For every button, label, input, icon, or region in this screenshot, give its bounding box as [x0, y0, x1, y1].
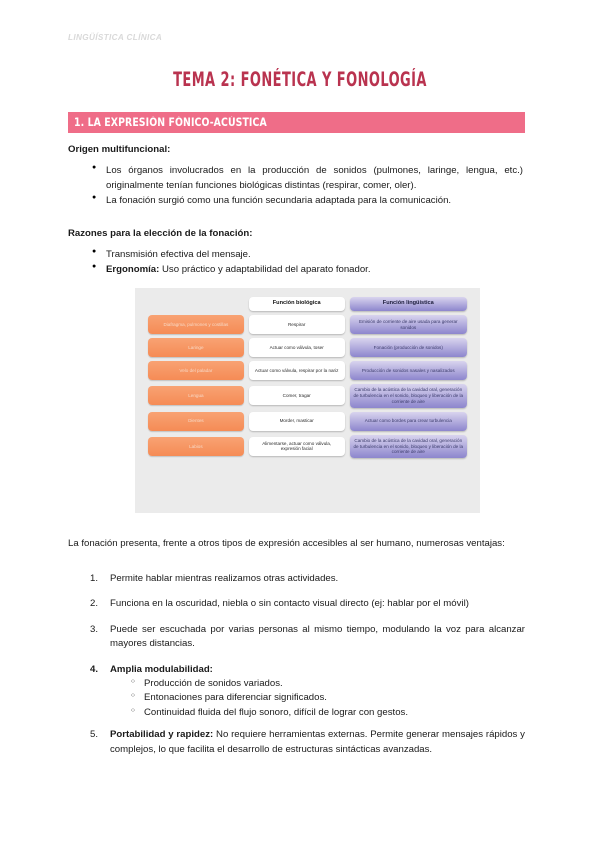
list-item	[110, 728, 525, 757]
table-row	[148, 338, 467, 357]
lead-origen: Origen multifuncional:	[68, 144, 171, 155]
bullet-list-razones	[68, 248, 525, 278]
column-header-linguistic: Función lingüística	[350, 297, 467, 311]
sub-list-modulabilidad	[110, 677, 525, 720]
linguistic-cell: Actuar como bordes para crear turbulencia	[350, 412, 467, 431]
column-header-biological: Función biológica	[249, 297, 345, 311]
lead-razones: Razones para la elección de la fonación:	[68, 227, 253, 239]
linguistic-cell: Fonación (producción de sonidos)	[350, 338, 467, 357]
list-item: Funciona en la oscuridad, niebla o sin contacto visual directo (ej: hablar por el móvil)	[110, 598, 469, 610]
linguistic-cell: Emisión de corriente de aire usada para generar sonidos	[350, 315, 467, 334]
biological-cell: Alimentarse, actuar como válvula, expresión facial	[249, 437, 345, 456]
table-corner-cell	[148, 297, 244, 311]
list-item: ● La fonación surgió como una función secundaria adaptada para la comunicación.	[106, 194, 525, 208]
list-item: ○ Entonaciones para diferenciar significados.	[144, 691, 525, 705]
bullet-list-origen	[68, 164, 525, 208]
biological-cell: Morder, masticar	[249, 412, 345, 431]
intro-paragraph: La fonación presenta, frente a otros tipos de expresión accesibles al ser humano, numerosas ventajas:	[68, 537, 505, 549]
organ-cell: Laringe	[148, 338, 244, 357]
list-item-term: Portabilidad y rapidez:	[110, 729, 214, 741]
organ-function-table-figure	[135, 288, 480, 513]
table-row	[148, 361, 467, 380]
running-header: LINGÜÍSTICA CLÍNICA	[68, 33, 163, 42]
biological-cell: Actuar como válvula, toser	[249, 338, 345, 357]
list-item: ● Transmisión efectiva del mensaje.	[106, 248, 525, 262]
linguistic-cell: Cambio de la acústica de la cavidad oral, generación de turbulencia en el sonido, bloqueo y liberación de la corriente de aire	[350, 384, 467, 408]
organ-cell: Dientes	[148, 412, 244, 431]
page-title: TEMA 2: FONÉTICA Y FONOLOGÍA	[173, 68, 427, 91]
biological-cell: Actuar como válvula, respirar por la nariz	[249, 361, 345, 380]
organ-cell: Diafragma, pulmones y costillas	[148, 315, 244, 334]
list-item	[110, 663, 525, 721]
list-item	[106, 263, 525, 277]
organ-cell: Velo del paladar	[148, 361, 244, 380]
organ-cell: Labios	[148, 437, 244, 456]
table-row	[148, 435, 467, 459]
list-item-term: Ergonomía:	[106, 264, 160, 276]
list-item: Permite hablar mientras realizamos otras actividades.	[110, 573, 339, 584]
section-heading-bar	[68, 112, 525, 133]
list-item: ○ Continuidad fluida del flujo sonoro, difícil de lograr con gestos.	[144, 706, 525, 720]
list-item-definition: Uso práctico y adaptabilidad del aparato fonador.	[159, 264, 371, 276]
table-row	[148, 384, 467, 408]
advantages-list	[68, 572, 525, 768]
table-row	[148, 315, 467, 334]
table-row	[148, 412, 467, 431]
section-heading-label: 1. LA EXPRESIÓN FÓNICO-ACÚSTICA	[74, 116, 267, 129]
table-header-row	[148, 297, 467, 311]
biological-cell: Respirar	[249, 315, 345, 334]
linguistic-cell: Producción de sonidos nasales y nasalizados	[350, 361, 467, 380]
linguistic-cell: Cambio de la acústica de la cavidad oral, generación de turbulencia en el sonido, bloqueo y liberación de la corriente de aire	[350, 435, 467, 459]
list-item-term: Amplia modulabilidad:	[110, 663, 213, 675]
list-item-definition: No requiere herramientas externas. Permite generar mensajes rápidos y complejos, lo que facilita el desarrollo de estructuras sintácticas avanzadas.	[110, 729, 525, 755]
list-item: ● Los órganos involucrados en la producción de sonidos (pulmones, laringe, lengua, etc.) originalmente tenían funciones biológicas distintas (respirar, comer, oler).	[106, 164, 525, 193]
organ-cell: Lengua	[148, 386, 244, 405]
list-item: ○ Producción de sonidos variados.	[144, 677, 525, 691]
biological-cell: Comer, tragar	[249, 386, 345, 405]
list-item: Puede ser escuchada por varias personas al mismo tiempo, modulando la voz para alcanzar mayores distancias.	[110, 623, 525, 650]
content-block-top	[68, 143, 525, 279]
organ-function-table	[143, 293, 472, 462]
